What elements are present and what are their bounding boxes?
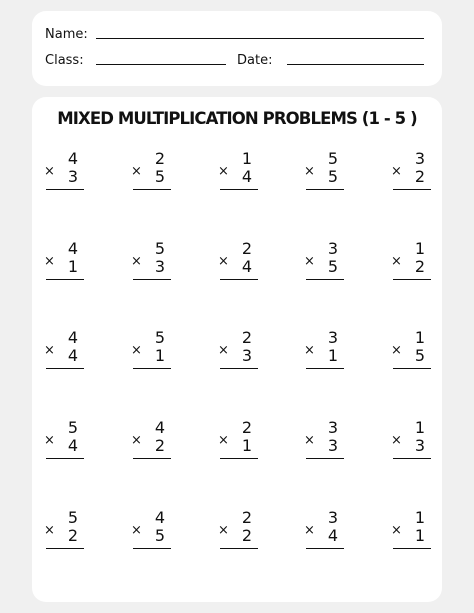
answer-line[interactable] xyxy=(393,368,431,369)
bottom-number: 5 xyxy=(327,167,338,186)
times-sign: × xyxy=(44,343,55,358)
answer-line[interactable] xyxy=(306,368,344,369)
top-number: 1 xyxy=(241,149,252,168)
top-number: 1 xyxy=(414,239,425,258)
bottom-number: 3 xyxy=(241,346,252,365)
answer-line[interactable] xyxy=(46,368,84,369)
bottom-number: 2 xyxy=(414,257,425,276)
times-sign: × xyxy=(218,254,229,269)
times-sign: × xyxy=(304,254,315,269)
answer-line[interactable] xyxy=(46,458,84,459)
problem-4-5 xyxy=(391,419,437,469)
problem-2-5 xyxy=(391,240,437,290)
times-sign: × xyxy=(131,164,142,179)
problem-3-3 xyxy=(218,329,264,379)
problem-4-1 xyxy=(44,419,90,469)
problem-1-3 xyxy=(218,150,264,200)
times-sign: × xyxy=(131,343,142,358)
problem-3-1 xyxy=(44,329,90,379)
top-number: 2 xyxy=(241,418,252,437)
top-number: 1 xyxy=(414,508,425,527)
times-sign: × xyxy=(131,254,142,269)
bottom-number: 1 xyxy=(67,257,78,276)
problem-1-5 xyxy=(391,150,437,200)
bottom-number: 3 xyxy=(67,167,78,186)
answer-line[interactable] xyxy=(393,279,431,280)
answer-line[interactable] xyxy=(220,279,258,280)
top-number: 3 xyxy=(414,149,425,168)
times-sign: × xyxy=(218,433,229,448)
class-label: Class: xyxy=(45,53,84,68)
times-sign: × xyxy=(304,164,315,179)
top-number: 3 xyxy=(327,239,338,258)
bottom-number: 5 xyxy=(154,526,165,545)
top-number: 5 xyxy=(154,239,165,258)
top-number: 4 xyxy=(154,418,165,437)
problem-3-5 xyxy=(391,329,437,379)
top-number: 5 xyxy=(327,149,338,168)
times-sign: × xyxy=(391,343,402,358)
answer-line[interactable] xyxy=(220,458,258,459)
top-number: 4 xyxy=(67,239,78,258)
top-number: 5 xyxy=(67,418,78,437)
answer-line[interactable] xyxy=(46,279,84,280)
problem-1-1 xyxy=(44,150,90,200)
times-sign: × xyxy=(218,343,229,358)
name-field[interactable] xyxy=(96,38,424,39)
class-field[interactable] xyxy=(96,64,226,65)
bottom-number: 4 xyxy=(327,526,338,545)
name-label: Name: xyxy=(45,27,88,42)
times-sign: × xyxy=(131,523,142,538)
top-number: 4 xyxy=(154,508,165,527)
top-number: 4 xyxy=(67,328,78,347)
top-number: 2 xyxy=(241,328,252,347)
times-sign: × xyxy=(218,523,229,538)
problem-4-4 xyxy=(304,419,350,469)
top-number: 2 xyxy=(241,508,252,527)
bottom-number: 2 xyxy=(154,436,165,455)
bottom-number: 5 xyxy=(154,167,165,186)
answer-line[interactable] xyxy=(133,189,171,190)
bottom-number: 5 xyxy=(327,257,338,276)
problem-1-4 xyxy=(304,150,350,200)
top-number: 1 xyxy=(414,418,425,437)
problem-2-2 xyxy=(131,240,177,290)
times-sign: × xyxy=(44,433,55,448)
times-sign: × xyxy=(391,164,402,179)
bottom-number: 4 xyxy=(67,346,78,365)
student-info-card xyxy=(32,11,442,86)
bottom-number: 5 xyxy=(414,346,425,365)
top-number: 1 xyxy=(414,328,425,347)
bottom-number: 1 xyxy=(327,346,338,365)
problem-4-3 xyxy=(218,419,264,469)
top-number: 4 xyxy=(67,149,78,168)
bottom-number: 3 xyxy=(154,257,165,276)
problem-1-2 xyxy=(131,150,177,200)
bottom-number: 4 xyxy=(241,257,252,276)
problem-3-4 xyxy=(304,329,350,379)
top-number: 2 xyxy=(241,239,252,258)
problem-5-4 xyxy=(304,509,350,559)
top-number: 3 xyxy=(327,418,338,437)
answer-line[interactable] xyxy=(46,548,84,549)
times-sign: × xyxy=(304,523,315,538)
answer-line[interactable] xyxy=(393,548,431,549)
answer-line[interactable] xyxy=(306,189,344,190)
problem-5-5 xyxy=(391,509,437,559)
date-label: Date: xyxy=(237,53,273,68)
bottom-number: 2 xyxy=(67,526,78,545)
answer-line[interactable] xyxy=(393,189,431,190)
bottom-number: 1 xyxy=(414,526,425,545)
times-sign: × xyxy=(44,164,55,179)
problem-3-2 xyxy=(131,329,177,379)
bottom-number: 1 xyxy=(154,346,165,365)
bottom-number: 4 xyxy=(241,167,252,186)
times-sign: × xyxy=(391,433,402,448)
answer-line[interactable] xyxy=(133,458,171,459)
problem-5-3 xyxy=(218,509,264,559)
top-number: 5 xyxy=(154,328,165,347)
bottom-number: 2 xyxy=(241,526,252,545)
bottom-number: 3 xyxy=(414,436,425,455)
times-sign: × xyxy=(304,433,315,448)
top-number: 3 xyxy=(327,328,338,347)
top-number: 2 xyxy=(154,149,165,168)
bottom-number: 3 xyxy=(327,436,338,455)
problem-4-2 xyxy=(131,419,177,469)
answer-line[interactable] xyxy=(220,368,258,369)
problem-5-1 xyxy=(44,509,90,559)
problem-2-3 xyxy=(218,240,264,290)
answer-line[interactable] xyxy=(133,368,171,369)
bottom-number: 4 xyxy=(67,436,78,455)
problem-5-2 xyxy=(131,509,177,559)
answer-line[interactable] xyxy=(306,279,344,280)
bottom-number: 2 xyxy=(414,167,425,186)
times-sign: × xyxy=(304,343,315,358)
times-sign: × xyxy=(131,433,142,448)
times-sign: × xyxy=(44,523,55,538)
top-number: 3 xyxy=(327,508,338,527)
answer-line[interactable] xyxy=(133,279,171,280)
problem-2-1 xyxy=(44,240,90,290)
answer-line[interactable] xyxy=(306,458,344,459)
answer-line[interactable] xyxy=(306,548,344,549)
top-number: 5 xyxy=(67,508,78,527)
times-sign: × xyxy=(391,523,402,538)
answer-line[interactable] xyxy=(220,189,258,190)
times-sign: × xyxy=(391,254,402,269)
worksheet-title: MIXED MULTIPLICATION PROBLEMS (1 - 5 ) xyxy=(57,109,417,128)
times-sign: × xyxy=(44,254,55,269)
answer-line[interactable] xyxy=(393,458,431,459)
times-sign: × xyxy=(218,164,229,179)
answer-line[interactable] xyxy=(46,189,84,190)
answer-line[interactable] xyxy=(220,548,258,549)
date-field[interactable] xyxy=(287,64,424,65)
problem-2-4 xyxy=(304,240,350,290)
bottom-number: 1 xyxy=(241,436,252,455)
answer-line[interactable] xyxy=(133,548,171,549)
